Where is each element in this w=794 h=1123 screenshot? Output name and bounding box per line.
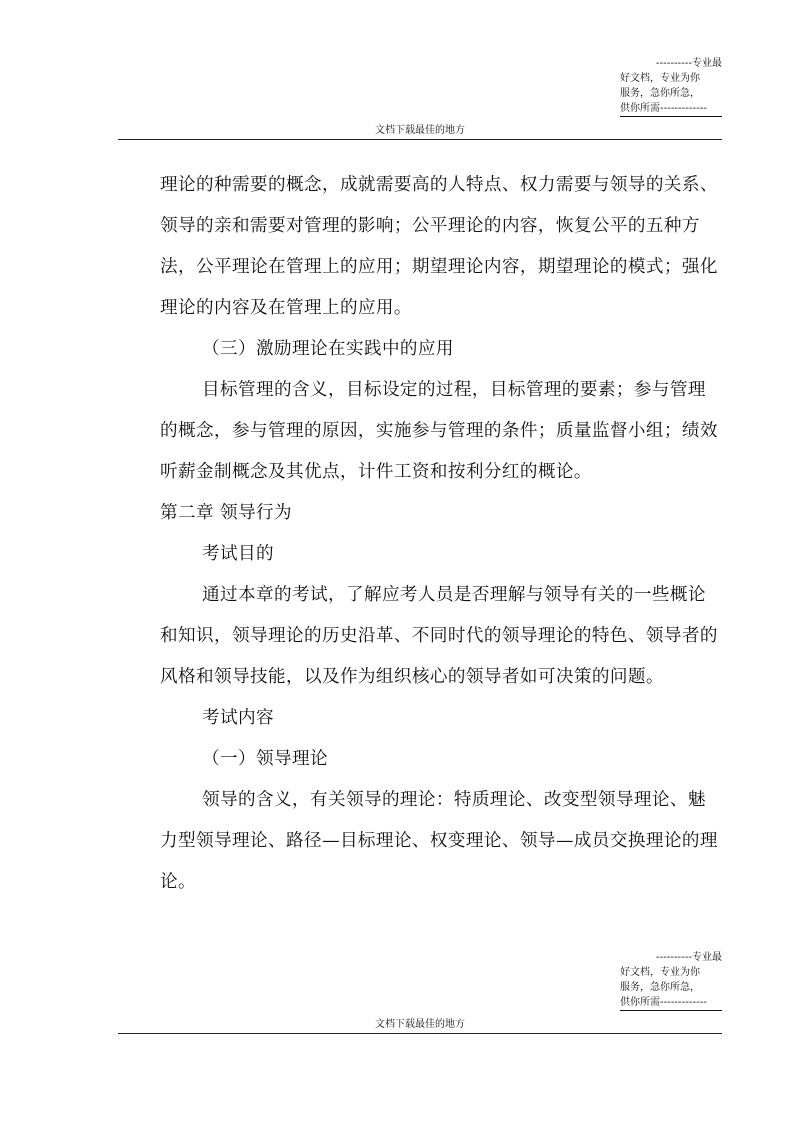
header-stamp bbox=[620, 56, 722, 117]
paragraph-exam-purpose: 通过本章的考试，了解应考人员是否理解与领导有关的一些概论和知识，领导理论的历史沿革、不同时代的领导理论的特色、领导者的风格和领导技能，以及作为组织核心的领导者如可决策的问题。 bbox=[160, 585, 718, 687]
footer-stamp-line-2: 好文档，专业为你 bbox=[620, 967, 700, 978]
paragraph-goal-management: 目标管理的含义，目标设定的过程，目标管理的要素；参与管理的概念，参与管理的原因，实施参与管理的条件；质量监督小组；绩效听薪金制概念及其优点，计件工资和按利分红的概论。 bbox=[160, 380, 718, 482]
footer-rule bbox=[118, 1033, 722, 1034]
footer-stamp-line-4: 供你所需------------- bbox=[620, 995, 722, 1011]
footer-stamp-line-3: 服务，急你所急， bbox=[620, 982, 700, 993]
section-heading-3: （三）激励理论在实践中的应用 bbox=[202, 339, 454, 359]
footer-caption: 文档下载最佳的地方 bbox=[375, 1019, 465, 1030]
section-heading-1: （一）领导理论 bbox=[202, 749, 328, 769]
exam-content-label: 考试内容 bbox=[202, 708, 274, 728]
header-caption: 文档下载最佳的地方 bbox=[375, 125, 465, 136]
paragraph-continued: 理论的种需要的概念，成就需要高的人特点、权力需要与领导的关系、领导的亲和需要对管理的影响；公平理论的内容，恢复公平的五种方法，公平理论在管理上的应用；期望理论内容，期望理论的模式；强化理论的内容及在管理上的应用。 bbox=[160, 175, 718, 318]
footer-stamp bbox=[620, 950, 722, 1011]
chapter-title: 第二章 领导行为 bbox=[160, 503, 292, 523]
paragraph-leadership: 领导的含义，有关领导的理论：特质理论、改变型领导理论、魅力型领导理论、路径—目标理论、权变理论、领导—成员交换理论的理论。 bbox=[160, 790, 718, 892]
header-stamp-line-4: 供你所需------------- bbox=[620, 101, 722, 117]
footer-stamp-line-1: ----------专业最 bbox=[655, 952, 722, 963]
exam-purpose-label: 考试目的 bbox=[202, 544, 274, 564]
header-stamp-line-3: 服务，急你所急， bbox=[620, 88, 700, 99]
document-body bbox=[160, 165, 722, 903]
header-stamp-line-2: 好文档，专业为你 bbox=[620, 73, 700, 84]
header-stamp-line-1: ----------专业最 bbox=[655, 58, 722, 69]
header-rule bbox=[118, 139, 722, 140]
